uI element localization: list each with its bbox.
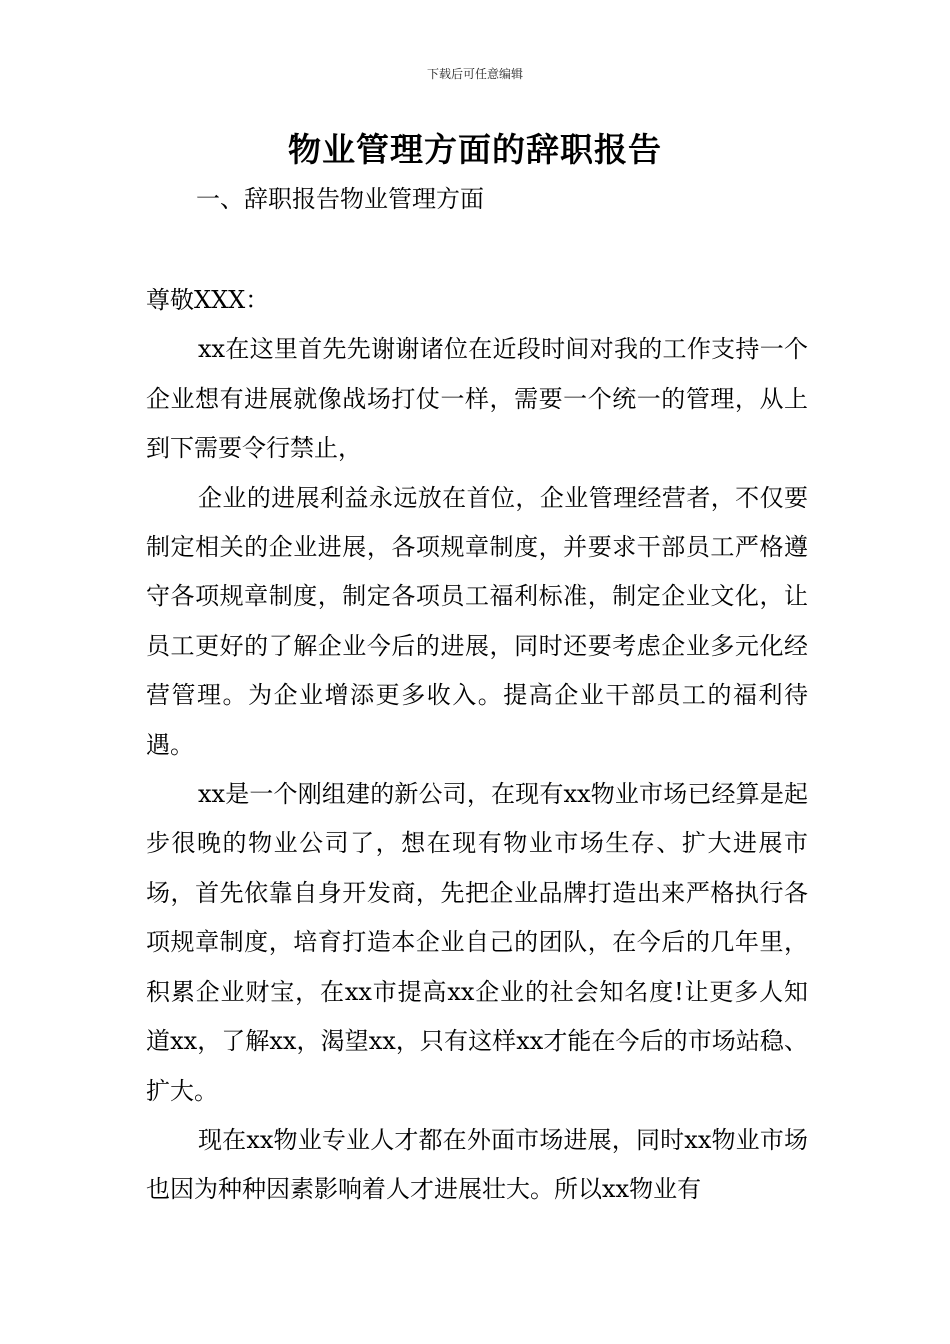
document-title: 物业管理方面的辞职报告 — [288, 130, 662, 169]
header-note: 下载后可任意编辑 — [426, 67, 523, 81]
paragraph-2: 企业的进展利益永远放在首位，企业管理经营者，不仅要制定相关的企业进展，各项规章制度，并要求干部员工严格遵守各项规章制度，制定各项员工福利标准，制定企业文化，让员工更好的了解企业今后的进展，同时还要考虑企业多元化经营管理。为企业增添更多收入。提高企业干部员工的福利待遇。 — [146, 483, 808, 759]
paragraph-3: xx是一个刚组建的新公司，在现有xx物业市场已经算是起步很晚的物业公司了，想在现有物业市场生存、扩大进展市场，首先依靠自身开发商，先把企业品牌打造出来严格执行各项规章制度，培育打造本企业自己的团队，在今后的几年里，积累企业财宝，在xx市提高xx企业的社会知名度!让更多人知道xx，了解xx，渴望xx，只有这样xx才能在今后的市场站稳、扩大。 — [146, 780, 808, 1105]
paragraph-1: xx在这里首先先谢谢诸位在近段时间对我的工作支持一个企业想有进展就像战场打仗一样，需要一个统一的管理，从上到下需要令行禁止， — [146, 335, 808, 463]
letter-body — [146, 276, 808, 1215]
section-heading: 一、辞职报告物业管理方面 — [196, 185, 484, 213]
salutation: 尊敬XXX： — [146, 286, 270, 314]
paragraph-4: 现在xx物业专业人才都在外面市场进展，同时xx物业市场也因为种种因素影响着人才进展壮大。所以xx物业有 — [146, 1125, 808, 1204]
